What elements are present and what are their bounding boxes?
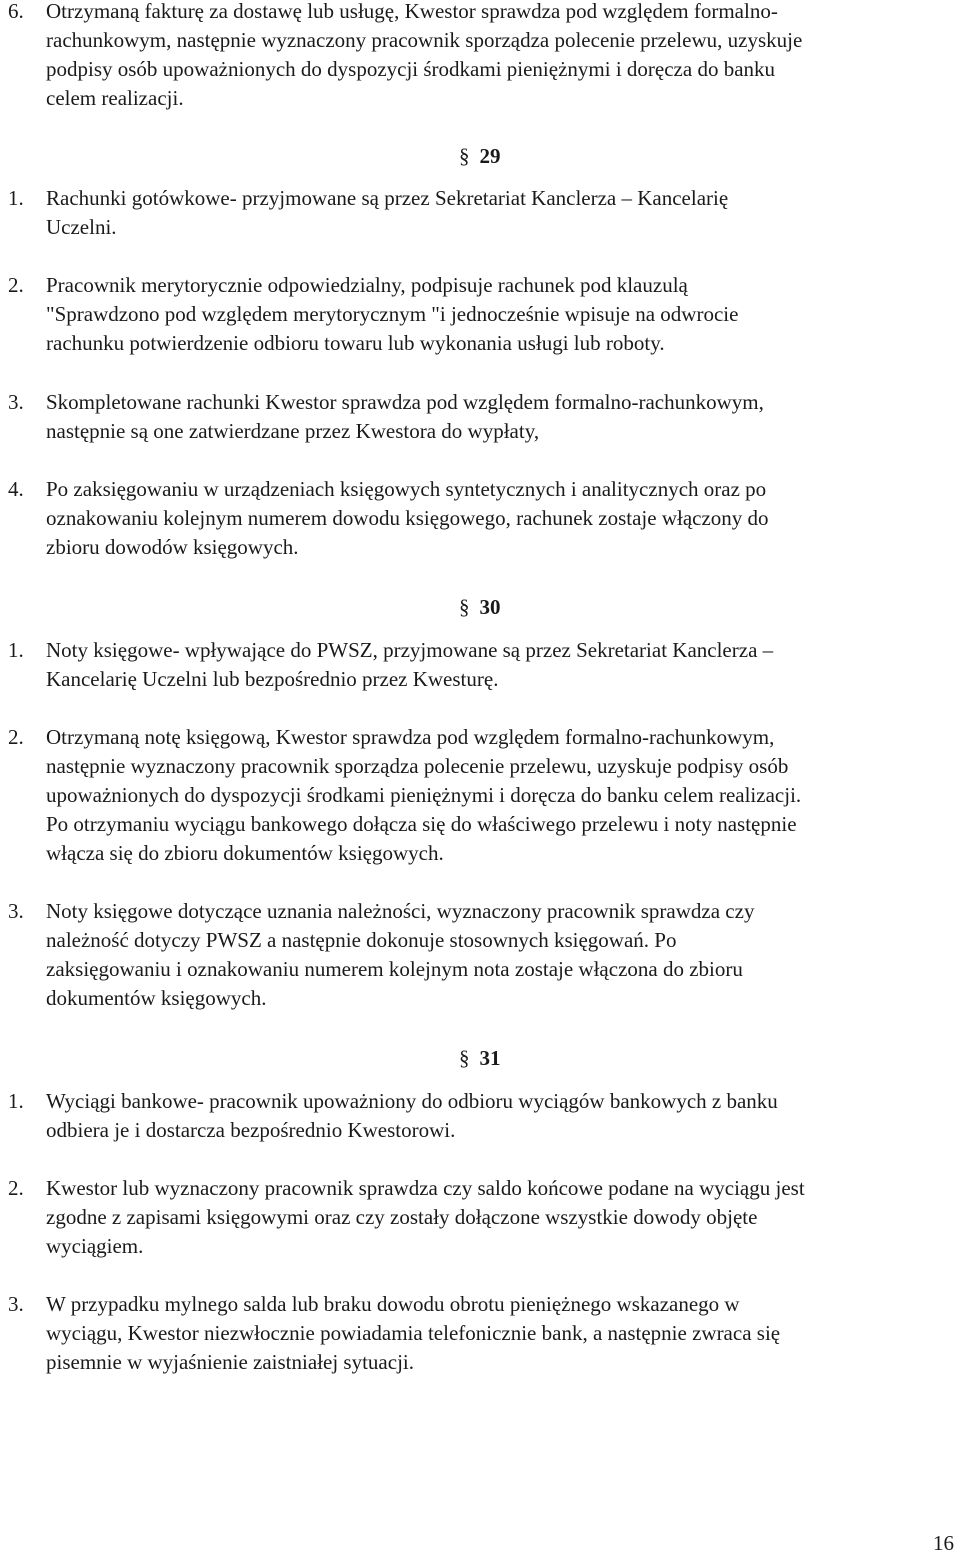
item-text: Pracownik merytorycznie odpowiedzialny, podpisuje rachunek pod klauzulą "Sprawdzono pod względem merytorycznym "i jednocześnie wpisuje na odwrocie rachunku potwierdzenie odbioru towaru lub wykonania usługi lub roboty.: [46, 273, 739, 355]
section-heading: [459, 142, 501, 171]
item-number: 2.: [8, 1176, 24, 1200]
item-text: Noty księgowe- wpływające do PWSZ, przyjmowane są przez Sekretariat Kanclerza – Kancelarię Uczelni lub bezpośrednio przez Kwesturę.: [46, 638, 774, 691]
list-item: [8, 1174, 960, 1261]
item-text: Wyciągi bankowe- pracownik upoważniony do odbioru wyciągów bankowych z banku odbiera je i dostarcza bezpośrednio Kwestorowi.: [46, 1089, 778, 1142]
list-item: [8, 388, 960, 446]
item-number: 1.: [8, 638, 24, 662]
section-number: 31: [479, 1046, 501, 1070]
section-symbol: §: [459, 144, 470, 168]
item-text: Po zaksięgowaniu w urządzeniach księgowych syntetycznych i analitycznych oraz po oznakowaniu kolejnym numerem dowodu księgowego, rachunek zostaje włączony do zbioru dowodów księgowych.: [46, 477, 769, 559]
list-item: [8, 1087, 960, 1145]
item-number: 3.: [8, 1292, 24, 1316]
section-heading: [459, 1044, 501, 1073]
item-number: 6.: [8, 0, 24, 23]
item-number: 3.: [8, 899, 24, 923]
item-number: 1.: [8, 186, 24, 210]
item-text: Rachunki gotówkowe- przyjmowane są przez Sekretariat Kanclerza – Kancelarię Uczelni.: [46, 186, 729, 239]
section-number: 30: [479, 595, 501, 619]
item-number: 1.: [8, 1089, 24, 1113]
section-number: 29: [479, 144, 501, 168]
list-item: [8, 723, 960, 868]
item-text: W przypadku mylnego salda lub braku dowodu obrotu pieniężnego wskazanego w wyciągu, Kwestor niezwłocznie powiadamia telefonicznie bank, a następnie zwraca się pisemnie w wyjaśnienie zaistniałej sytuacji.: [46, 1292, 781, 1374]
item-text: Otrzymaną fakturę za dostawę lub usługę, Kwestor sprawdza pod względem formalno- rachunkowym, następnie wyznaczony pracownik sporządza polecenie przelewu, uzyskuje podpisy osób upoważnionych do dyspozycji środkami pieniężnymi i doręcza do banku celem realizacji.: [46, 0, 803, 110]
list-item: [8, 636, 960, 694]
list-item: [8, 1290, 960, 1377]
item-text: Noty księgowe dotyczące uznania należności, wyznaczony pracownik sprawdza czy należność dotyczy PWSZ a następnie dokonuje stosownych księgowań. Po zaksięgowaniu i oznakowaniu numerem kolejnym nota zostaje włączona do zbioru dokumentów księgowych.: [46, 899, 755, 1010]
section-symbol: §: [459, 1046, 470, 1070]
item-text: Kwestor lub wyznaczony pracownik sprawdza czy saldo końcowe podane na wyciągu jest zgodne z zapisami księgowymi oraz czy zostały dołączone wszystkie dowody objęte wyciągiem.: [46, 1176, 805, 1258]
section-heading: [459, 593, 501, 622]
item-number: 2.: [8, 725, 24, 749]
item-text: Skompletowane rachunki Kwestor sprawdza pod względem formalno-rachunkowym, następnie są one zatwierdzane przez Kwestora do wypłaty,: [46, 390, 764, 443]
list-item: [8, 897, 960, 1013]
list-item: [8, 184, 960, 242]
section-symbol: §: [459, 595, 470, 619]
item-number: 2.: [8, 273, 24, 297]
page-number: 16: [933, 1531, 954, 1555]
item-text: Otrzymaną notę księgową, Kwestor sprawdza pod względem formalno-rachunkowym, następnie wyznaczony pracownik sporządza polecenie przelewu, uzyskuje podpisy osób upoważnionych do dyspozycji środkami pieniężnymi i doręcza do banku celem realizacji. Po otrzymaniu wyciągu bankowego dołącza się do właściwego przelewu i noty następnie włącza się do zbioru dokumentów księgowych.: [46, 725, 802, 865]
list-item: [8, 271, 960, 358]
item-number: 3.: [8, 390, 24, 414]
list-item: [8, 475, 960, 562]
item-number: 4.: [8, 477, 24, 501]
list-item: [8, 0, 960, 113]
